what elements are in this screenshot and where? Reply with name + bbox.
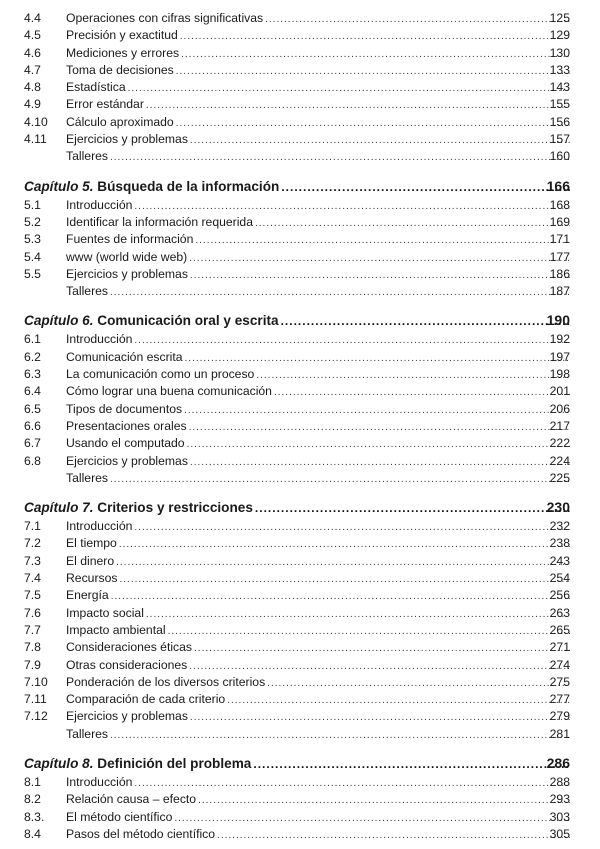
- page-number: 169: [549, 214, 570, 229]
- section-number: 7.6: [24, 605, 41, 620]
- section-title: Operaciones con cifras significativas: [66, 11, 264, 25]
- page-number: 155: [549, 97, 570, 112]
- section-title: Presentaciones orales: [66, 418, 187, 433]
- leader-dots: [134, 775, 570, 792]
- chapter-heading: [0, 753, 600, 774]
- section-title: Consideraciones éticas: [66, 640, 193, 655]
- chapter-8: [0, 753, 600, 843]
- section-number: 8.1: [24, 774, 41, 789]
- section-title: Energía: [66, 588, 109, 603]
- leader-dots: [190, 132, 570, 149]
- toc-entry: [0, 197, 600, 214]
- page-number: 254: [549, 571, 570, 586]
- page-number: 198: [549, 367, 570, 382]
- leader-dots: [281, 311, 570, 332]
- toc-entry: [0, 401, 600, 418]
- page-number: 288: [549, 774, 570, 789]
- section-title: Pasos del método científico: [66, 826, 216, 841]
- page-number: 281: [549, 726, 570, 741]
- page-number: 130: [549, 45, 570, 60]
- toc-entry: [0, 774, 600, 791]
- section-number: 6.5: [24, 401, 41, 416]
- section-number: 4.10: [24, 114, 48, 129]
- chapter-page-number: 230: [546, 499, 570, 516]
- toc-entry: [0, 148, 600, 165]
- chapter-label: Capítulo 8.: [24, 755, 94, 771]
- toc-entry: [0, 266, 600, 283]
- chapter-label: Capítulo 5.: [24, 178, 94, 194]
- leader-dots: [116, 554, 570, 571]
- page-number: 224: [549, 453, 570, 468]
- section-title: Ejercicios y problemas: [66, 132, 188, 147]
- section-title: Ejercicios y problemas: [66, 266, 188, 281]
- section-number: 4.7: [24, 62, 41, 77]
- leader-dots: [185, 350, 570, 367]
- toc-entry: [0, 62, 600, 79]
- toc-entry: [0, 283, 600, 300]
- section-title: Tipos de documentos: [66, 401, 183, 416]
- section-title: Toma de decisiones: [66, 62, 174, 77]
- page-number: 293: [549, 792, 570, 807]
- toc-entry: [0, 622, 600, 639]
- leader-dots: [110, 284, 570, 301]
- toc-entry: [0, 726, 600, 743]
- leader-dots: [176, 115, 570, 132]
- leader-dots: [119, 571, 570, 588]
- page-number: 277: [549, 692, 570, 707]
- toc-entry: [0, 114, 600, 131]
- page-number: 274: [549, 657, 570, 672]
- toc-entry: [0, 605, 600, 622]
- toc-entry: [0, 231, 600, 248]
- section-number: 4.6: [24, 45, 41, 60]
- section-title: Introducción: [66, 774, 133, 789]
- toc-entry: [0, 708, 600, 725]
- section-number: 7.8: [24, 640, 41, 655]
- leader-dots: [110, 149, 570, 166]
- leader-dots: [134, 198, 570, 215]
- section-title: Introducción: [66, 519, 133, 534]
- section-number: 6.8: [24, 453, 41, 468]
- page-number: 143: [549, 80, 570, 95]
- toc-entry: [0, 553, 600, 570]
- leader-dots: [181, 46, 570, 63]
- toc-entry: [0, 809, 600, 826]
- toc-entry: [0, 587, 600, 604]
- page-number: 168: [549, 197, 570, 212]
- section-number: 4.11: [24, 132, 47, 147]
- leader-dots: [187, 436, 570, 453]
- section-title: Impacto ambiental: [66, 622, 166, 637]
- section-title: Comunicación escrita: [66, 349, 183, 364]
- section-number: 7.11: [24, 692, 47, 707]
- toc-entry: [0, 674, 600, 691]
- toc-entry: [0, 45, 600, 62]
- toc-entry: [0, 79, 600, 96]
- leader-dots: [190, 454, 570, 471]
- page-number: 225: [549, 470, 570, 485]
- section-number: 6.6: [24, 418, 41, 433]
- page-number: 171: [549, 232, 570, 247]
- section-number: 6.1: [24, 332, 41, 347]
- section-title: Estadística: [66, 80, 126, 95]
- chapter-7: [0, 497, 600, 743]
- page-number: 275: [549, 674, 570, 689]
- chapter-title: Búsqueda de la información: [97, 178, 280, 194]
- section-title: Talleres: [66, 284, 108, 299]
- chapter-label: Capítulo 7.: [24, 500, 94, 516]
- section-title: Otras consideraciones: [66, 657, 188, 672]
- section-number: 8.4: [24, 826, 41, 841]
- toc-entry: [0, 10, 600, 27]
- section-number: 5.4: [24, 249, 41, 264]
- leader-dots: [265, 11, 570, 28]
- page-number: 265: [549, 622, 570, 637]
- section-number: 4.9: [24, 97, 41, 112]
- section-number: 6.3: [24, 367, 41, 382]
- leader-dots: [281, 177, 570, 198]
- section-number: 7.10: [24, 674, 48, 689]
- page-number: 197: [549, 349, 570, 364]
- toc-entry: [0, 570, 600, 587]
- page-number: 232: [549, 519, 570, 534]
- page-number: 187: [549, 284, 570, 299]
- leader-dots: [128, 80, 570, 97]
- section-title: Error estándar: [66, 97, 144, 112]
- page-number: 160: [549, 149, 570, 164]
- leader-dots: [176, 63, 570, 80]
- leader-dots: [134, 519, 570, 536]
- section-number: 5.1: [24, 197, 41, 212]
- section-number: 5.2: [24, 214, 41, 229]
- toc-entry: [0, 435, 600, 452]
- page-number: 222: [549, 436, 570, 451]
- page-number: 217: [549, 418, 570, 433]
- leader-dots: [267, 675, 570, 692]
- leader-dots: [274, 384, 570, 401]
- leader-dots: [227, 692, 570, 709]
- page-number: 192: [549, 332, 570, 347]
- toc-entry: [0, 691, 600, 708]
- section-title: Ejercicios y problemas: [66, 453, 188, 468]
- toc-entry: [0, 331, 600, 348]
- chapter-heading: [0, 310, 600, 331]
- toc-entry: [0, 131, 600, 148]
- leader-dots: [134, 332, 570, 349]
- section-title: La comunicación como un proceso: [66, 367, 255, 382]
- leader-dots: [198, 792, 570, 809]
- section-number: 8.3.: [24, 809, 45, 824]
- section-title: Mediciones y errores: [66, 45, 180, 60]
- section-title: El tiempo: [66, 536, 117, 551]
- section-title: Ejercicios y problemas: [66, 709, 188, 724]
- leader-dots: [110, 471, 570, 488]
- leader-dots: [190, 709, 570, 726]
- section-number: 7.3: [24, 553, 41, 568]
- leader-dots: [110, 727, 570, 744]
- toc-entry: [0, 826, 600, 843]
- chapter-page-number: 166: [546, 177, 570, 194]
- section-title: Comparación de cada criterio: [66, 692, 226, 707]
- section-title: Precisión y exactitud: [66, 28, 178, 43]
- chapter-6: [0, 310, 600, 487]
- toc-entry: [0, 366, 600, 383]
- section-title: Introducción: [66, 197, 133, 212]
- toc-entry: [0, 657, 600, 674]
- leader-dots: [194, 640, 570, 657]
- section-number: 7.12: [24, 709, 48, 724]
- page-number: 271: [549, 640, 570, 655]
- toc-entry: [0, 639, 600, 656]
- toc-entry: [0, 791, 600, 808]
- section-number: 7.9: [24, 657, 41, 672]
- page-number: 177: [549, 249, 570, 264]
- leader-dots: [111, 588, 570, 605]
- page-number: 263: [549, 605, 570, 620]
- section-title: Relación causa – efecto: [66, 792, 197, 807]
- leader-dots: [146, 606, 570, 623]
- leader-dots: [195, 232, 570, 249]
- section-number: 6.2: [24, 349, 41, 364]
- toc-entry: [0, 96, 600, 113]
- section-title: Impacto social: [66, 605, 144, 620]
- section-title: Cómo lograr una buena comunicación: [66, 384, 272, 399]
- section-number: 8.2: [24, 792, 41, 807]
- section-title: Fuentes de información: [66, 232, 194, 247]
- leader-dots: [190, 267, 570, 284]
- page-number: 279: [549, 709, 570, 724]
- leader-dots: [255, 498, 570, 519]
- section-title: Recursos: [66, 571, 118, 586]
- page-number: 125: [549, 11, 570, 25]
- section-title: El método científico: [66, 809, 173, 824]
- toc-entry: [0, 383, 600, 400]
- section-number: 7.2: [24, 536, 41, 551]
- page-number: 157: [549, 132, 570, 147]
- section-number: 7.5: [24, 588, 41, 603]
- toc-entry: [0, 418, 600, 435]
- section-number: 6.7: [24, 436, 41, 451]
- section-number: 4.5: [24, 28, 41, 43]
- leader-dots: [189, 250, 570, 267]
- leader-dots: [168, 623, 570, 640]
- chapter-heading: [0, 176, 600, 197]
- section-number: 6.4: [24, 384, 41, 399]
- section-number: 5.5: [24, 266, 41, 281]
- section-number: 5.3: [24, 232, 41, 247]
- section-title: Talleres: [66, 470, 108, 485]
- section-title: Talleres: [66, 149, 108, 164]
- leader-dots: [189, 658, 570, 675]
- page-number: 133: [549, 62, 570, 77]
- section-number: 7.4: [24, 571, 41, 586]
- chapter-page-number: 190: [546, 312, 570, 329]
- section-title: Talleres: [66, 726, 108, 741]
- toc-entry: [0, 349, 600, 366]
- leader-dots: [189, 419, 570, 436]
- section-title: Usando el computado: [66, 436, 185, 451]
- chapter-4-continuation: [0, 10, 600, 166]
- page-number: 206: [549, 401, 570, 416]
- section-number: 4.8: [24, 80, 41, 95]
- chapter-heading: [0, 497, 600, 518]
- page-number: 303: [549, 809, 570, 824]
- section-title: Introducción: [66, 332, 133, 347]
- section-title: Ponderación de los diversos criterios: [66, 674, 266, 689]
- leader-dots: [146, 97, 570, 114]
- section-title: Identificar la información requerida: [66, 214, 253, 229]
- leader-dots: [253, 754, 570, 775]
- page-number: 186: [549, 266, 570, 281]
- toc-entry: [0, 535, 600, 552]
- page-number: 201: [549, 384, 570, 399]
- leader-dots: [217, 827, 570, 844]
- section-title: El dinero: [66, 553, 115, 568]
- leader-dots: [180, 28, 570, 45]
- page-number: 129: [549, 28, 570, 43]
- chapter-page-number: 286: [546, 754, 570, 771]
- page-number: 243: [549, 553, 570, 568]
- page-number: 238: [549, 536, 570, 551]
- chapter-title: Comunicación oral y escrita: [97, 313, 279, 329]
- section-title: Cálculo aproximado: [66, 114, 174, 129]
- toc-entry: [0, 470, 600, 487]
- leader-dots: [255, 215, 570, 232]
- leader-dots: [184, 402, 570, 419]
- toc-entry: [0, 453, 600, 470]
- chapter-title: Criterios y restricciones: [97, 500, 253, 516]
- page-number: 156: [549, 114, 570, 129]
- toc-entry: [0, 249, 600, 266]
- section-title: www (world wide web): [66, 249, 188, 264]
- page-number: 256: [549, 588, 570, 603]
- table-of-contents: [0, 10, 600, 843]
- page-number: 305: [549, 826, 570, 841]
- chapter-5: [0, 176, 600, 301]
- toc-entry: [0, 214, 600, 231]
- section-number: 4.4: [24, 11, 41, 25]
- leader-dots: [119, 536, 570, 553]
- chapter-title: Definición del problema: [97, 755, 252, 771]
- chapter-label: Capítulo 6.: [24, 313, 94, 329]
- leader-dots: [256, 367, 570, 384]
- toc-entry: [0, 518, 600, 535]
- toc-entry: [0, 27, 600, 44]
- section-number: 7.1: [24, 519, 41, 534]
- leader-dots: [174, 810, 570, 827]
- section-number: 7.7: [24, 622, 41, 637]
